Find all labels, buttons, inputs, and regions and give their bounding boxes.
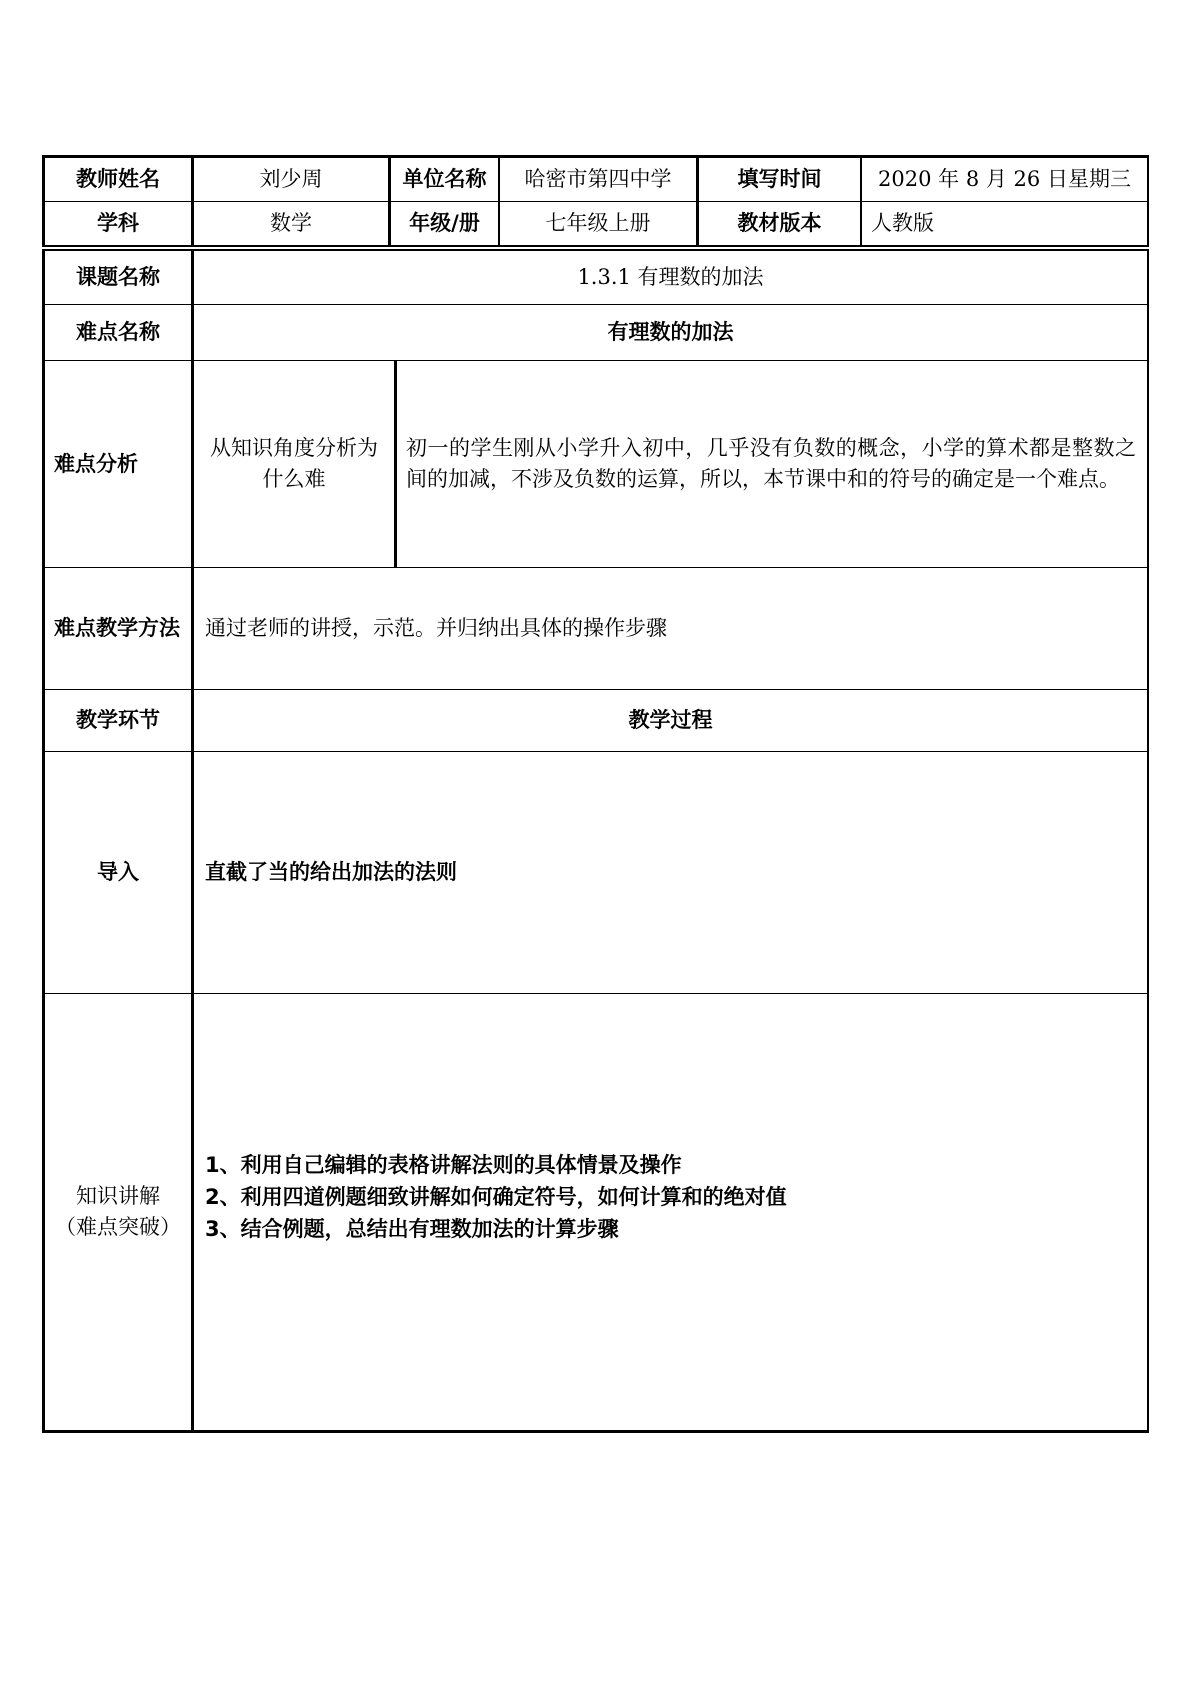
teacher-name-label: 教师姓名 [76, 167, 160, 191]
difficulty-label-cell [42, 305, 194, 361]
difficulty-label: 难点名称 [76, 320, 160, 344]
knowledge-stage-line: 知识讲解 [76, 1184, 160, 1208]
subject-cell [194, 202, 391, 247]
stage-header-cell [42, 690, 194, 752]
grade-cell [500, 202, 699, 247]
subject-label: 学科 [97, 211, 139, 235]
knowledge-content-cell [194, 994, 1149, 1433]
method-text: 通过老师的讲授，示范。并归纳出具体的操作步骤 [205, 616, 667, 640]
process-header-cell [194, 690, 1149, 752]
edition: 人教版 [871, 211, 934, 235]
unit-name-cell [500, 155, 699, 202]
topic-label: 课题名称 [76, 265, 160, 289]
subject: 数学 [270, 211, 312, 235]
unit-name: 哈密市第四中学 [524, 167, 672, 191]
teacher-name-cell [194, 155, 391, 202]
intro-content-cell [194, 752, 1149, 994]
analysis-text: 初一的学生刚从小学升入初中，几乎没有负数的概念，小学的算术都是整数之间的加减，不涉及负数的运算，所以，本节课中和的符号的确定是一个难点。 [406, 436, 1136, 491]
analysis-prompt: 从知识角度分析为什么难 [210, 436, 378, 491]
edition-label-cell [699, 202, 862, 247]
intro-stage-cell [42, 752, 194, 994]
list-item: 1、利用自己编辑的表格讲解法则的具体情景及操作 [205, 1153, 682, 1177]
analysis-text-cell [397, 361, 1149, 568]
topic-cell [194, 249, 1149, 305]
subject-label-cell [42, 202, 194, 247]
list-item: 2、利用四道例题细致讲解如何确定符号，如何计算和的绝对值 [205, 1185, 787, 1209]
knowledge-steps-list [205, 1149, 787, 1245]
edition-label: 教材版本 [737, 211, 822, 235]
analysis-label: 难点分析 [54, 451, 138, 476]
intro-stage-label: 导入 [97, 860, 139, 884]
method-cell [194, 568, 1149, 690]
knowledge-stage-label [55, 1181, 181, 1243]
process-header: 教学过程 [628, 708, 713, 732]
difficulty-cell [194, 305, 1149, 361]
grade-label: 年级/册 [409, 211, 480, 235]
stage-header: 教学环节 [76, 708, 160, 732]
edition-cell [862, 202, 1149, 247]
method-label-cell [42, 568, 194, 690]
method-label: 难点教学方法 [54, 616, 180, 640]
grade-label-cell [391, 202, 500, 247]
date-label: 填写时间 [737, 167, 822, 191]
topic: 1.3.1 有理数的加法 [577, 265, 764, 289]
grade: 七年级上册 [545, 211, 651, 235]
intro-content: 直截了当的给出加法的法则 [205, 860, 457, 884]
knowledge-stage-cell [42, 994, 194, 1433]
unit-label-cell [391, 155, 500, 202]
teacher-name-label-cell [42, 155, 194, 202]
unit-label: 单位名称 [402, 167, 487, 191]
topic-label-cell [42, 249, 194, 305]
teacher-name: 刘少周 [259, 167, 323, 191]
analysis-label-cell [42, 361, 194, 568]
list-item: 3、结合例题，总结出有理数加法的计算步骤 [205, 1217, 619, 1241]
analysis-prompt-cell [194, 361, 397, 568]
fill-date: 2020 年 8 月 26 日星期三 [878, 167, 1131, 191]
date-cell [862, 155, 1149, 202]
knowledge-stage-subline: （难点突破） [55, 1215, 181, 1239]
date-label-cell [699, 155, 862, 202]
difficulty: 有理数的加法 [607, 320, 734, 344]
